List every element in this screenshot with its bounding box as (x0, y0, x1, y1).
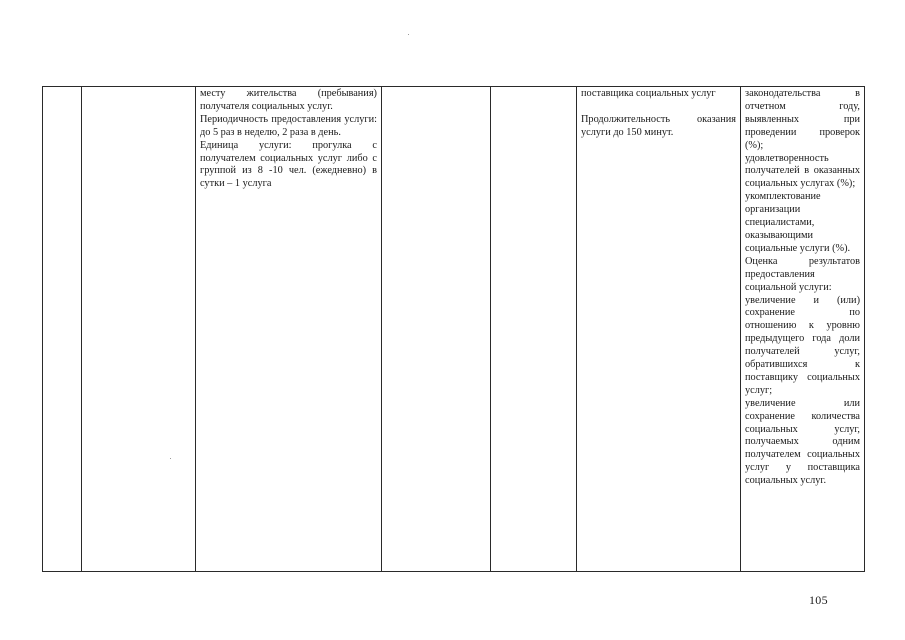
service-description-text: месту жительства (пребывания) получателя социальных услуг. Периодичность предоставления услуги: до 5 раз в неделю, 2 раза в день. Единица услуги: прогулка с получателем социальных услуг либо с группой из 8 -10 чел. (ежедневно) в сутки – 1 услуга (200, 88, 377, 190)
cell-service-cost (491, 87, 577, 572)
cell-number (43, 87, 82, 572)
scan-speck (170, 458, 171, 459)
cell-service-conditions (577, 87, 741, 572)
service-conditions-text: поставщика социальных услуг Продолжительность оказания услуги до 150 минут. (581, 88, 736, 138)
cell-service-standard (382, 87, 491, 572)
services-table (42, 86, 865, 572)
table-row (43, 87, 865, 572)
quality-indicators-text: законодательства в отчетном году, выявленных при проведении проверок (%); удовлетворенность получателей в оказанных социальных услугах (%); укомплектование организации специалистами, оказывающими социальные услуги (%). Оценка результатов предоставления социальной услуги: увеличение и (или) сохранение по отношению к уровню предыдущего года доли получателей услуг, обратившихся к поставщику социальных услуг; увеличение или сохранение количества социальных услуг, получаемых одним получателем социальных услуг у поставщика социальных услуг. (745, 88, 860, 487)
cell-service-description (196, 87, 382, 572)
cell-service-name (82, 87, 196, 572)
page-number: 105 (809, 593, 828, 607)
cell-quality-indicators (741, 87, 865, 572)
scan-speck (408, 34, 409, 35)
